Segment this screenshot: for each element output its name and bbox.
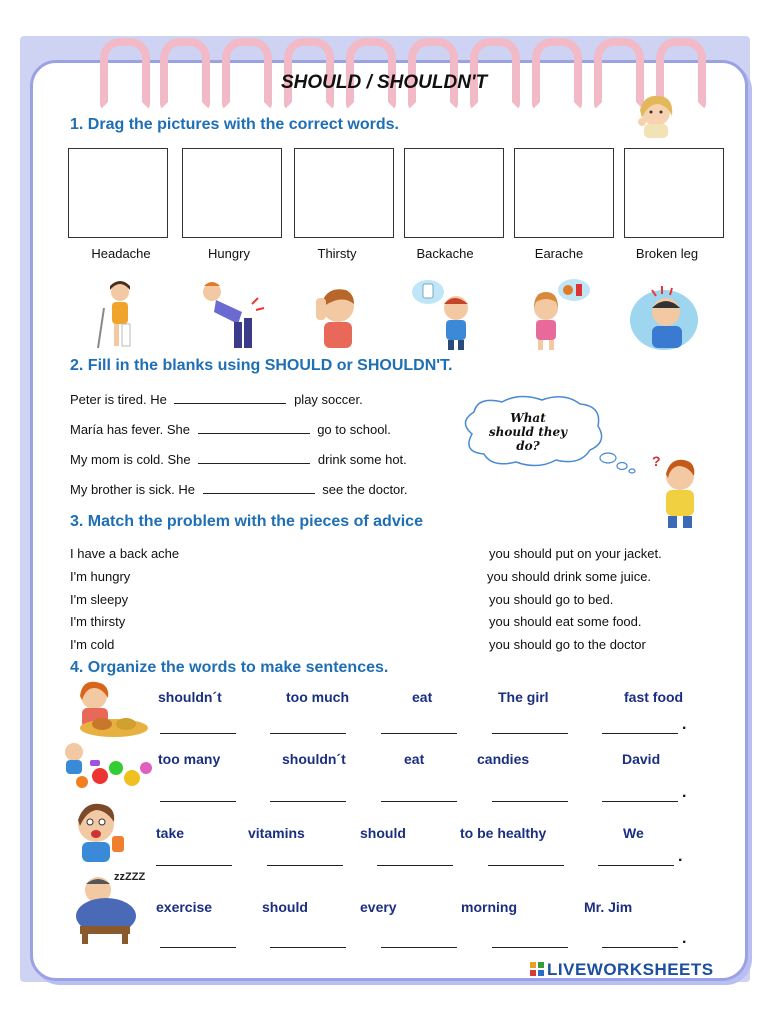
row3-word-5[interactable]: We — [623, 825, 644, 841]
advice-4[interactable]: you should eat some food. — [489, 614, 642, 629]
row3-blank-1[interactable] — [156, 864, 232, 866]
row4-blank-5[interactable] — [602, 946, 678, 948]
girl-hungry-picture[interactable] — [516, 278, 596, 352]
sentence-3-end: drink some hot. — [317, 452, 407, 467]
svg-text:?: ? — [652, 453, 661, 469]
label-broken-leg: Broken leg — [635, 246, 699, 261]
row1-word-1[interactable]: shouldn´t — [158, 689, 222, 705]
advice-2[interactable]: you should drink some juice. — [487, 569, 652, 584]
worksheet-title: SHOULD / SHOULDN'T — [280, 72, 488, 93]
row3-blank-2[interactable] — [267, 864, 343, 866]
problem-2[interactable]: I'm hungry — [70, 569, 131, 584]
row3-word-4[interactable]: to be healthy — [460, 825, 547, 841]
girl-fast-food-icon — [62, 678, 152, 740]
row2-word-2[interactable]: shouldn´t — [282, 751, 346, 767]
row2-blank-5[interactable] — [602, 800, 678, 802]
section3-heading: 3. Match the problem with the pieces of advice — [70, 513, 423, 530]
sentence-1-end: play soccer. — [294, 392, 363, 407]
row2-blank-4[interactable] — [492, 800, 568, 802]
sentence-4 — [70, 482, 408, 497]
row4-blank-1[interactable] — [160, 946, 236, 948]
label-earache: Earache — [534, 246, 584, 261]
row2-blank-2[interactable] — [270, 800, 346, 802]
problem-4[interactable]: I'm thirsty — [70, 614, 126, 629]
sentence-4-blank[interactable] — [203, 493, 315, 494]
row4-word-3[interactable]: every — [360, 899, 397, 915]
row4-word-1[interactable]: exercise — [156, 899, 213, 915]
sleeping-man-icon — [62, 866, 158, 946]
row1-word-5[interactable]: fast food — [624, 689, 684, 705]
section2-heading: 2. Fill in the blanks using SHOULD or SHOULDN'T. — [70, 357, 453, 374]
problem-3[interactable]: I'm sleepy — [70, 592, 129, 607]
sentence-4-end: see the doctor. — [322, 482, 408, 497]
cloud-line-2: should they — [488, 425, 568, 439]
row4-period: . — [682, 930, 687, 947]
row3-word-2[interactable]: vitamins — [248, 825, 305, 841]
drop-box-4[interactable] — [404, 148, 504, 238]
advice-1[interactable]: you should put on your jacket. — [489, 546, 662, 561]
sentence-3-blank[interactable] — [198, 463, 310, 464]
row1-word-3[interactable]: eat — [412, 689, 433, 705]
svg-text:zzZZZ: zzZZZ — [114, 871, 146, 883]
problem-5[interactable]: I'm cold — [70, 637, 115, 652]
row1-blank-3[interactable] — [381, 732, 457, 734]
row2-word-5[interactable]: David — [622, 751, 661, 767]
drop-box-3[interactable] — [294, 148, 394, 238]
drop-box-5[interactable] — [514, 148, 614, 238]
row2-word-4[interactable]: candies — [477, 751, 530, 767]
sentence-2-start: María has fever. She — [70, 422, 190, 437]
girl-broken-leg-picture[interactable] — [80, 278, 160, 352]
sentence-1-blank[interactable] — [174, 403, 286, 404]
row3-blank-4[interactable] — [488, 864, 564, 866]
label-backache: Backache — [416, 246, 474, 261]
row4-word-2[interactable]: should — [262, 899, 308, 915]
drop-box-2[interactable] — [182, 148, 282, 238]
row2-word-1[interactable]: too many — [158, 751, 221, 767]
row4-blank-4[interactable] — [492, 946, 568, 948]
row1-word-4[interactable]: The girl — [498, 689, 549, 705]
section4-heading: 4. Organize the words to make sentences. — [70, 659, 389, 676]
row1-period: . — [682, 716, 687, 733]
label-thirsty: Thirsty — [317, 246, 357, 261]
row1-blank-2[interactable] — [270, 732, 346, 734]
row2-word-3[interactable]: eat — [404, 751, 425, 767]
cloud-line-1: What — [510, 411, 546, 425]
problem-1[interactable]: I have a back ache — [70, 546, 180, 561]
row1-blank-5[interactable] — [602, 732, 678, 734]
row3-blank-5[interactable] — [598, 864, 674, 866]
sentence-2-blank[interactable] — [198, 433, 310, 434]
thinking-boy-icon — [648, 452, 706, 530]
row4-word-4[interactable]: morning — [461, 899, 517, 915]
sentence-3 — [70, 452, 407, 467]
sentence-2 — [70, 422, 391, 437]
row3-period: . — [678, 848, 683, 865]
row2-blank-3[interactable] — [381, 800, 457, 802]
row4-blank-3[interactable] — [381, 946, 457, 948]
thinking-girl-icon — [628, 94, 680, 138]
man-backache-picture[interactable] — [190, 278, 270, 352]
logo-text: LIVEWORKSHEETS — [547, 960, 714, 979]
boy-headache-picture[interactable] — [298, 278, 378, 352]
man-earache-picture[interactable] — [626, 278, 706, 352]
section1-heading: 1. Drag the pictures with the correct words. — [70, 116, 399, 133]
row4-word-5[interactable]: Mr. Jim — [584, 899, 633, 915]
row1-word-2[interactable]: too much — [286, 689, 349, 705]
boy-vitamins-icon — [66, 800, 134, 864]
sentence-1-start: Peter is tired. He — [70, 392, 167, 407]
row1-blank-1[interactable] — [160, 732, 236, 734]
advice-5[interactable]: you should go to the doctor — [489, 637, 646, 652]
row3-word-3[interactable]: should — [360, 825, 406, 841]
sentence-3-start: My mom is cold. She — [70, 452, 191, 467]
cloud-line-3: do? — [516, 439, 540, 453]
advice-3[interactable]: you should go to bed. — [489, 592, 614, 607]
label-hungry: Hungry — [208, 246, 250, 261]
logo-grid-icon — [530, 962, 544, 976]
boy-thirsty-picture[interactable] — [406, 278, 486, 352]
candies-icon — [60, 740, 156, 792]
sentence-4-start: My brother is sick. He — [70, 482, 195, 497]
row4-blank-2[interactable] — [270, 946, 346, 948]
row3-word-1[interactable]: take — [156, 825, 185, 841]
label-headache: Headache — [91, 246, 151, 261]
row1-blank-4[interactable] — [492, 732, 568, 734]
thought-cloud-text — [478, 411, 578, 453]
row2-period: . — [682, 784, 687, 801]
sentence-1 — [70, 392, 363, 407]
drop-box-1[interactable] — [68, 148, 168, 238]
drop-box-6[interactable] — [624, 148, 724, 238]
row2-blank-1[interactable] — [160, 800, 236, 802]
liveworksheets-logo — [530, 960, 714, 980]
row3-blank-3[interactable] — [377, 864, 453, 866]
sentence-2-end: go to school. — [317, 422, 391, 437]
